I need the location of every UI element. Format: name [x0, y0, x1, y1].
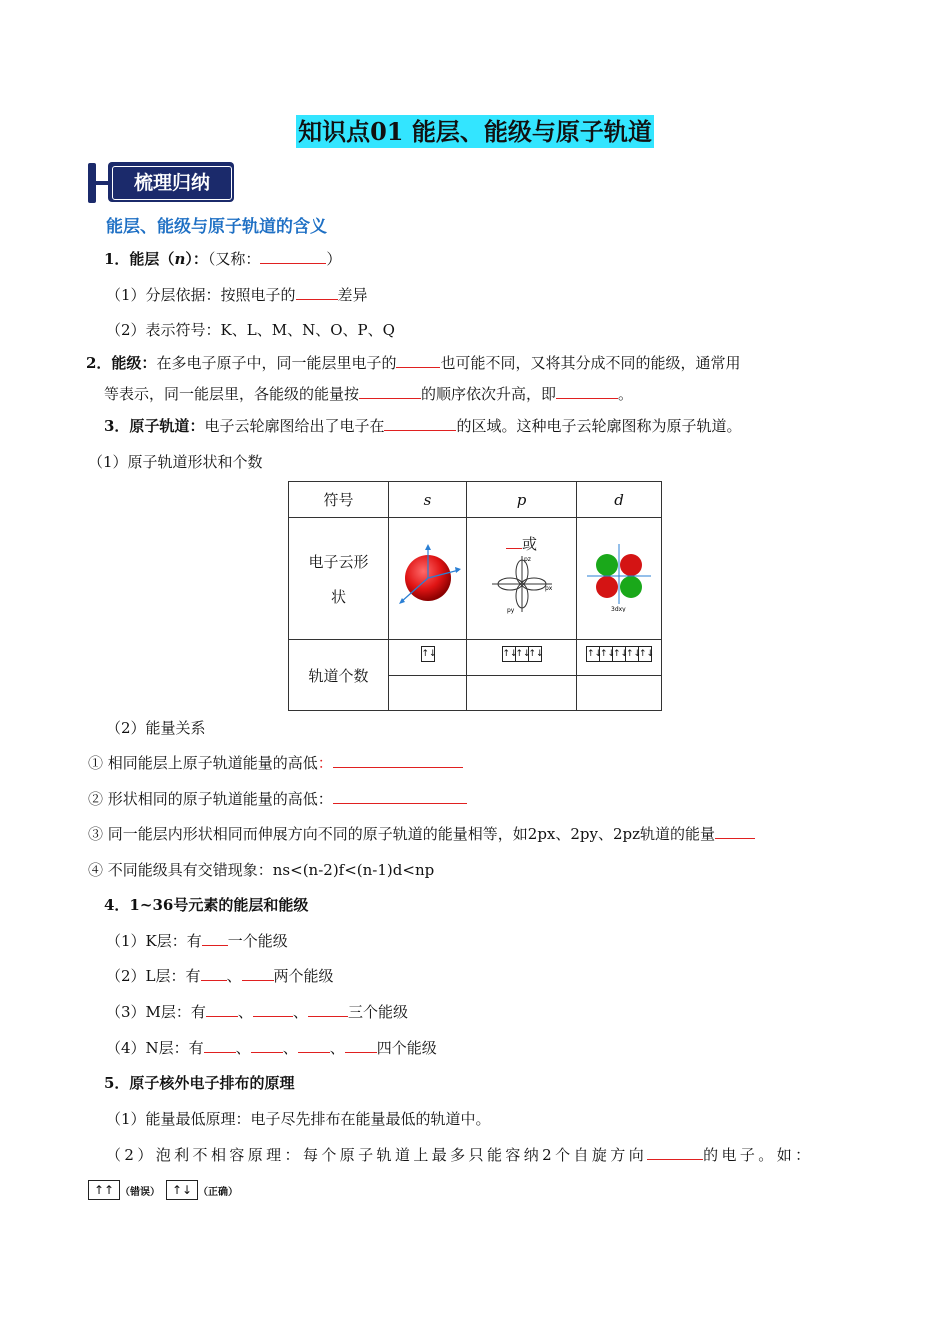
blank[interactable] [308, 1002, 348, 1017]
table-header-s: s [389, 482, 467, 518]
blank[interactable] [242, 966, 274, 981]
item-2-line-2: 等表示，同一能层里，各能级的能量按 的顺序依次升高，即 。 [104, 385, 634, 403]
item-5-sub-2: （2）泡利不相容原理：每个原子轨道上最多只能容纳2个自旋方向 的电子。如： [106, 1146, 814, 1164]
p-orbital-shape: 或 pz px py [467, 518, 577, 640]
page-title: 知识点01 能层、能级与原子轨道 [298, 117, 652, 146]
item-4-m: （3）M层：有 、 、 三个能级 [106, 1003, 408, 1021]
item-3-sub-1: （1）原子轨道形状和个数 [88, 453, 263, 471]
item-4-l: （2）L层：有 、 两个能级 [106, 967, 334, 985]
right-orbital-box: ↑↓ [166, 1180, 198, 1200]
energy-rule-4: ④ 不同能级具有交错现象：ns<(n-2)f<(n-1)d<np [88, 861, 435, 879]
blank[interactable] [333, 789, 467, 804]
p-orbital-boxes: ↑↓ ↑↓ ↑↓ [467, 640, 577, 676]
wrong-label: （错误） [120, 1186, 160, 1198]
orbital-table [288, 481, 662, 711]
item-4-n: （4）N层：有 、 、 、 四个能级 [106, 1039, 437, 1057]
item-4-k: （1）K层：有 一个能级 [106, 932, 288, 950]
item-1-sub-1: （1）分层依据：按照电子的 差异 [106, 286, 368, 304]
d-orbital-shape [577, 518, 662, 640]
blank[interactable] [396, 353, 440, 368]
section-heading: 能层、能级与原子轨道的含义 [106, 217, 327, 237]
energy-rule-2: ② 形状相同的原子轨道能量的高低： [88, 788, 467, 809]
svg-text:3dxy: 3dxy [611, 605, 626, 612]
blank[interactable] [715, 824, 755, 839]
energy-rule-1: ① 相同能层上原子轨道能量的高低： [88, 752, 463, 773]
item-5: 5．原子核外电子排布的原理 [104, 1074, 295, 1092]
blank[interactable] [359, 384, 421, 399]
d-orbital-boxes: ↑↓ ↑↓ ↑↓ ↑↓ ↑↓ [577, 640, 662, 676]
blank[interactable] [204, 1038, 236, 1053]
item-1: 1．能层（n）：（又称： ） [104, 250, 342, 268]
item-5-sub-1: （1）能量最低原理：电子尽先排布在能量最低的轨道中。 [106, 1110, 491, 1128]
p-orbital-dumbbell-icon [487, 554, 557, 614]
item-1-sub-2: （2）表示符号：K、L、M、N、O、P、Q [106, 321, 395, 339]
blank[interactable] [251, 1038, 283, 1053]
pauli-example [88, 1180, 238, 1200]
row-shape-label: 电子云形 状 [289, 518, 389, 640]
item-2-line-1: 2．能级：在多电子原子中，同一能层里电子的 也可能不同，又将其分成不同的能级，通常用 [86, 354, 741, 372]
p-count-blank[interactable] [467, 676, 577, 711]
right-label: （正确） [198, 1186, 238, 1198]
blank[interactable] [506, 534, 522, 549]
s-orbital-shape [389, 518, 467, 640]
s-orbital-boxes: ↑↓ [389, 640, 467, 676]
table-header-p: p [467, 482, 577, 518]
s-orbital-sphere-icon [393, 542, 463, 612]
blank[interactable] [296, 285, 338, 300]
blank[interactable] [647, 1145, 703, 1160]
d-orbital-clover-icon [584, 542, 654, 612]
svg-text:px: px [544, 585, 552, 592]
blank[interactable] [298, 1038, 330, 1053]
energy-rule-3: ③ 同一能层内形状相同而伸展方向不同的原子轨道的能量相等，如2px、2py、2pz轨道的能量 [88, 823, 755, 844]
table-header-symbol: 符号 [289, 482, 389, 518]
section-badge [88, 160, 238, 206]
blank[interactable] [384, 416, 456, 431]
blank[interactable] [201, 966, 227, 981]
blank[interactable] [206, 1002, 238, 1017]
svg-text:py: py [506, 607, 514, 614]
blank[interactable] [202, 931, 228, 946]
blank[interactable] [253, 1002, 293, 1017]
item-3-sub-2: （2）能量关系 [106, 719, 206, 737]
blank[interactable] [556, 384, 618, 399]
badge-label: 梳理归纳 [112, 166, 232, 200]
blank[interactable] [345, 1038, 377, 1053]
blank[interactable] [260, 249, 326, 264]
d-count-blank[interactable] [577, 676, 662, 711]
item-3: 3．原子轨道：电子云轮廓图给出了电子在 的区域。这种电子云轮廓图称为原子轨道。 [104, 417, 742, 435]
table-header-d: d [577, 482, 662, 518]
row-count-label: 轨道个数 [289, 640, 389, 711]
s-count-blank[interactable] [389, 676, 467, 711]
blank[interactable] [333, 753, 463, 768]
item-4: 4．1~36号元素的能层和能级 [104, 896, 309, 914]
svg-text:pz: pz [523, 556, 531, 563]
wrong-orbital-box: ↑↑ [88, 1180, 120, 1200]
